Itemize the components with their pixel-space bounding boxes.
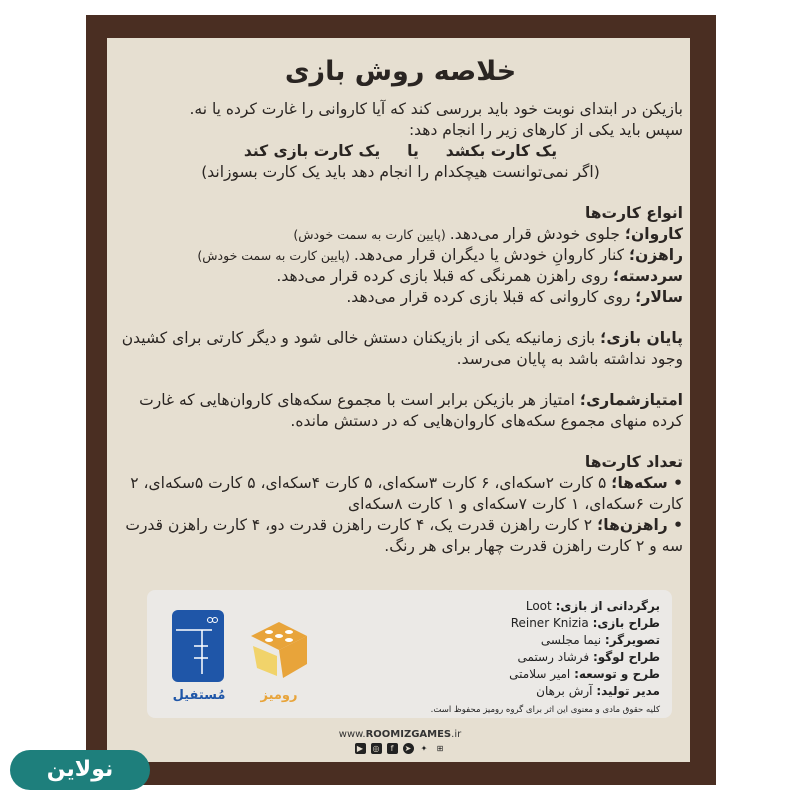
card-types-heading: انواع کارت‌ها: [584, 204, 683, 222]
value: نیما مجلسی: [540, 633, 605, 647]
desc: کنار کاروانِ خودش یا دیگران قرار می‌دهد.: [353, 246, 629, 264]
term: کاروان؛: [624, 225, 683, 243]
value: Loot: [525, 599, 556, 613]
card-count-item: [118, 473, 683, 515]
credits-box: [147, 590, 672, 718]
card-type-item: [118, 287, 683, 308]
term: راهزن؛: [628, 246, 683, 264]
copyright: کلیه حقوق مادی و معنوی این اثر برای گروه رومیز محفوظ است.: [430, 705, 660, 715]
intro-options: [118, 141, 683, 162]
roomiz-logo-text: رومیز: [260, 688, 298, 703]
intro-note: (اگر نمی‌توانست هیچکدام را انجام دهد باید یک کارت بسوزاند): [201, 163, 600, 181]
credit-line: [431, 649, 660, 666]
aparat-icon[interactable]: ⊞: [436, 744, 444, 753]
note: (پایین کارت به سمت خودش): [197, 248, 354, 263]
rules-summary: [118, 50, 683, 557]
option-play: یک کارت بازی کند: [243, 142, 381, 160]
website-prefix: www.: [338, 729, 366, 740]
label: طرح و توسعه:: [574, 667, 660, 681]
credit-line: [431, 598, 660, 615]
label: طراح لوگو:: [592, 650, 660, 664]
website-link[interactable]: [0, 729, 800, 740]
website-domain: ROOMIZGAMES: [365, 729, 452, 740]
desc: روی کاروانی که قبلا بازی کرده قرار می‌دهد.: [346, 288, 636, 306]
youtube-icon[interactable]: ▶: [355, 743, 366, 754]
value: آرش برهان: [536, 684, 597, 698]
page-title: خلاصه روش بازی: [284, 56, 517, 87]
term: امتیازشماری؛: [579, 391, 683, 409]
label: مدیر تولید:: [596, 684, 660, 698]
term: پایان بازی؛: [600, 329, 683, 347]
term: سردسته؛: [612, 267, 683, 285]
card-count-heading: تعداد کارت‌ها: [584, 453, 683, 471]
card-type-item: [118, 266, 683, 287]
credit-line: [431, 615, 660, 632]
mostafil-logo-text: مُستفیل: [172, 688, 226, 703]
credit-line: [431, 632, 660, 649]
label: برگردانی از بازی:: [555, 599, 660, 613]
term: • سکه‌ها؛: [611, 474, 683, 492]
card-count-item: [118, 515, 683, 557]
roomiz-dice-logo-icon: [247, 620, 309, 680]
value: Reiner Knizia: [510, 616, 593, 630]
desc: بازی زمانیکه یکی از بازیکنان دستش خالی شود و دیگر کارتی برای کشیدن وجود نداشته باشد به پایان می‌رسد.: [121, 329, 683, 368]
telegram-icon[interactable]: ➤: [403, 743, 414, 754]
twitter-icon[interactable]: ✦: [420, 744, 428, 753]
facebook-icon[interactable]: f: [387, 743, 398, 754]
credits-text: [431, 598, 660, 719]
credit-line: [431, 683, 660, 700]
desc: روی راهزن همرنگی که قبلا بازی کرده قرار می‌دهد.: [276, 267, 613, 285]
social-icons: [340, 743, 460, 754]
option-draw: یک کارت بکشد: [445, 142, 558, 160]
label: تصویرگر:: [604, 633, 660, 647]
intro-line-2: سپس باید یکی از کارهای زیر را انجام دهد:: [408, 121, 683, 139]
term: سالار؛: [635, 288, 683, 306]
option-or: یا: [407, 142, 419, 160]
value: فرشاد رستمی: [517, 650, 593, 664]
intro-line-1: بازیکن در ابتدای نوبت خود باید بررسی کند که آیا کاروانی را غارت کرده یا نه.: [189, 100, 683, 118]
instagram-icon[interactable]: ◎: [371, 743, 382, 754]
term: • راهزن‌ها؛: [597, 516, 683, 534]
desc: جلوی خودش قرار می‌دهد.: [449, 225, 625, 243]
value: امیر سلامتی: [509, 667, 575, 681]
label: طراح بازی:: [592, 616, 660, 630]
desc: ۵ کارت ۲سکه‌ای، ۶ کارت ۳سکه‌ای، ۵ کارت ۴سکه‌ای، ۵ کارت ۵سکه‌ای، ۲ کارت ۶سکه‌ای، ۱ کارت ۷سکه‌ای و ۱ کارت ۸سکه‌ای: [130, 474, 683, 513]
scoring: [118, 390, 683, 432]
website-suffix: .ir: [451, 729, 462, 740]
note: (پایین کارت به سمت خودش): [293, 227, 450, 242]
card-type-item: [118, 245, 683, 266]
desc: ۲ کارت راهزن قدرت یک، ۴ کارت راهزن قدرت دو، ۴ کارت راهزن قدرت سه و ۲ کارت راهزن قدرت چهار برای هر رنگ.: [125, 516, 683, 555]
mostafil-logo-icon: [172, 610, 224, 682]
brand-badge: نولاین: [10, 750, 150, 790]
card-type-item: [118, 224, 683, 245]
desc: امتیاز هر بازیکن برابر است با مجموع سکه‌های کاروان‌هایی که غارت کرده منهای مجموع سکه‌های کاروان‌هایی که در دستش مانده.: [139, 391, 683, 430]
credit-line: [431, 666, 660, 683]
end-game: [118, 328, 683, 370]
